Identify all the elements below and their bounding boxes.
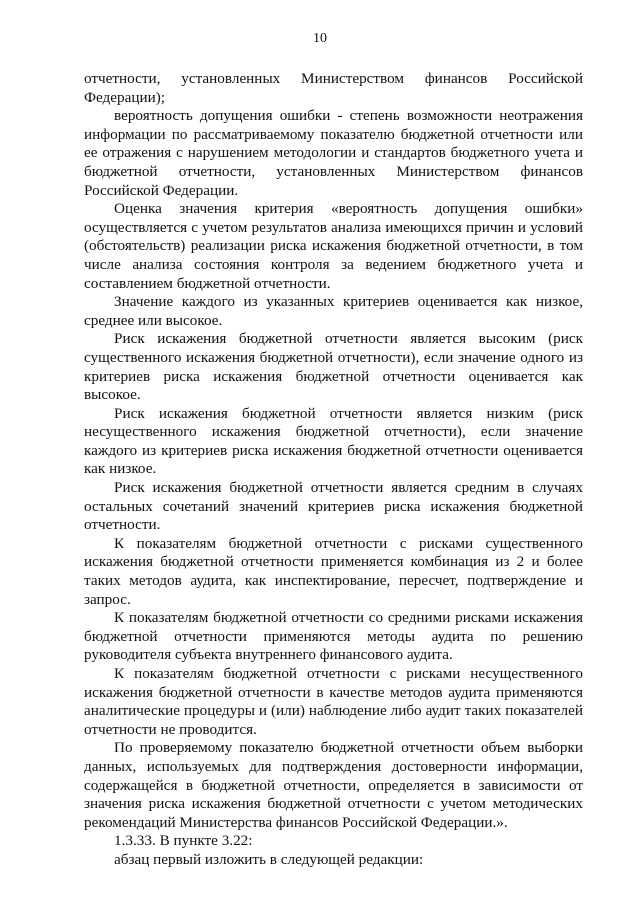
paragraph: К показателям бюджетной отчетности с рисками существенного искажения бюджетной отчетности применяется комбинация из 2 и более таких методов аудита, как инспектирование, пересчет, подтверждение и запрос. bbox=[84, 534, 583, 608]
paragraph: вероятность допущения ошибки - степень возможности неотражения информации по рассматриваемому показателю бюджетной отчетности или ее отражения с нарушением методологии и стандартов бюджетного учета и бюджетной отчетности, установленных Министерством финансов Российской Федерации. bbox=[84, 107, 583, 199]
paragraph: 1.3.33. В пункте 3.22: bbox=[114, 832, 253, 850]
paragraph: отчетности, установленных Министерством финансов Российской Федерации); bbox=[84, 70, 583, 106]
paragraph: Риск искажения бюджетной отчетности является средним в случаях остальных сочетаний значений критериев риска искажения бюджетной отчетности. bbox=[84, 479, 583, 534]
page-number: 10 bbox=[313, 31, 327, 46]
document-body bbox=[84, 70, 583, 870]
paragraph: Оценка значения критерия «вероятность допущения ошибки» осуществляется с учетом результатов анализа имеющихся причин и условий (обстоятельств) реализации риска искажения бюджетной отчетности, в том числе анализа состояния контроля за ведением бюджетного учета и составлением бюджетной отчетности. bbox=[84, 200, 583, 292]
paragraph: Риск искажения бюджетной отчетности является высоким (риск существенного искажения бюджетной отчетности), если значение одного из критериев риска искажения бюджетной отчетности оценивается как высокое. bbox=[84, 330, 583, 404]
paragraph: К показателям бюджетной отчетности со средними рисками искажения бюджетной отчетности применяются методы аудита по решению руководителя субъекта внутреннего финансового аудита. bbox=[84, 609, 583, 664]
paragraph: абзац первый изложить в следующей редакции: bbox=[114, 850, 424, 868]
paragraph: Риск искажения бюджетной отчетности является низким (риск несущественного искажения бюджетной отчетности), если значение каждого из критериев риска искажения бюджетной отчетности оценивается как низкое. bbox=[84, 404, 583, 478]
paragraph: К показателям бюджетной отчетности с рисками несущественного искажения бюджетной отчетности в качестве методов аудита применяются аналитические процедуры и (или) наблюдение либо аудит таких показателей отчетности не проводится. bbox=[84, 665, 583, 738]
paragraph: Значение каждого из указанных критериев оценивается как низкое, среднее или высокое. bbox=[84, 293, 583, 329]
paragraph: По проверяемому показателю бюджетной отчетности объем выборки данных, используемых для подтверждения достоверности информации, содержащейся в бюджетной отчетности, определяется в зависимости от значения риска искажения бюджетной отчетности с учетом методических рекомендаций Министерства финансов Российской Федерации.». bbox=[84, 739, 583, 831]
